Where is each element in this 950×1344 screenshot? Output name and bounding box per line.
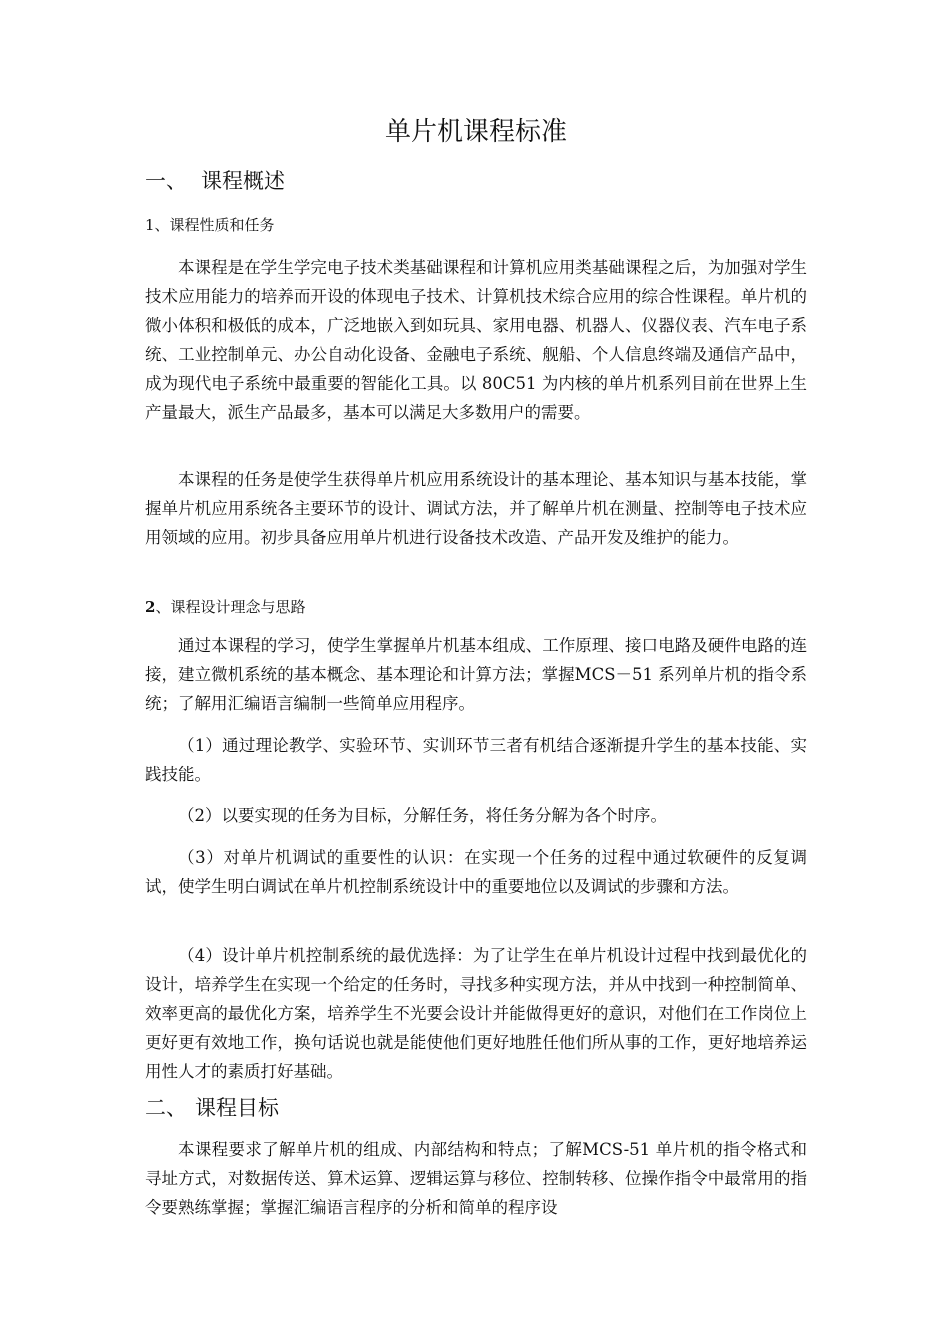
subsection2-number: 2: [145, 598, 156, 616]
section2-title: 课程目标: [195, 1096, 279, 1120]
page-title: 单片机课程标准: [384, 117, 567, 147]
list-item-3: （3）对单片机调试的重要性的认识：在实现一个任务的过程中通过软硬件的反复调试，使学生明白调试在单片机控制系统设计中的重要地位以及调试的步骤和方法。: [145, 848, 807, 896]
subsection2-heading: [145, 593, 305, 621]
list-item-2: （2）以要实现的任务为目标，分解任务，将任务分解为各个时序。: [178, 806, 667, 825]
list-item-1: （1）通过理论教学、实验环节、实训环节三者有机结合逐渐提升学生的基本技能、实践技能。: [145, 736, 807, 784]
paragraph-nature: 本课程是在学生学完电子技术类基础课程和计算机应用类基础课程之后，为加强对学生技术应用能力的培养而开设的体现电子技术、计算机技术综合应用的综合性课程。单片机的微小体积和极低的成本，广泛地嵌入到如玩具、家用电器、机器人、仪器仪表、汽车电子系统、工业控制单元、办公自动化设备、金融电子系统、舰船、个人信息终端及通信产品中，成为现代电子系统中最重要的智能化工具。以 80C51 为内核的单片机系列目前在世界上生产量最大，派生产品最多，基本可以满足大多数用户的需要。: [145, 258, 807, 422]
paragraph-goals: 本课程要求了解单片机的组成、内部结构和特点；了解MCS-51 单片机的指令格式和寻址方式，对数据传送、算术运算、逻辑运算与移位、控制转移、位操作指令中最常用的指令要熟练掌握；掌握汇编语言程序的分析和简单的程序设: [145, 1140, 807, 1217]
section1-number: 一、: [145, 169, 187, 193]
list-item-4: （4）设计单片机控制系统的最优选择：为了让学生在单片机设计过程中找到最优化的设计，培养学生在实现一个给定的任务时，寻找多种实现方法，并从中找到一种控制简单、效率更高的最优化方案，培养学生不光要会设计并能做得更好的意识，对他们在工作岗位上更好更有效地工作，换句话说也就是能使他们更好地胜任他们所从事的工作，更好地培养运用性人才的素质打好基础。: [145, 946, 807, 1081]
paragraph-task: 本课程的任务是使学生获得单片机应用系统设计的基本理论、基本知识与基本技能，掌握单片机应用系统各主要环节的设计、调试方法，并了解单片机在测量、控制等电子技术应用领域的应用。初步具备应用单片机进行设备技术改造、产品开发及维护的能力。: [145, 470, 807, 547]
section1-title: 课程概述: [201, 169, 285, 193]
section1-heading: [145, 166, 285, 196]
subsection1-title: 、课程性质和任务: [154, 216, 275, 234]
section2-heading: [145, 1093, 279, 1123]
paragraph-design-idea: 通过本课程的学习，使学生掌握单片机基本组成、工作原理、接口电路及硬件电路的连接，建立微机系统的基本概念、基本理论和计算方法；掌握MCS－51 系列单片机的指令系统；了解用汇编语言编制一些简单应用程序。: [145, 636, 807, 713]
subsection1-number: 1: [145, 216, 155, 234]
subsection2-title: 、课程设计理念与思路: [155, 598, 306, 616]
section2-number: 二、: [145, 1096, 187, 1120]
subsection1-heading: [145, 211, 275, 239]
